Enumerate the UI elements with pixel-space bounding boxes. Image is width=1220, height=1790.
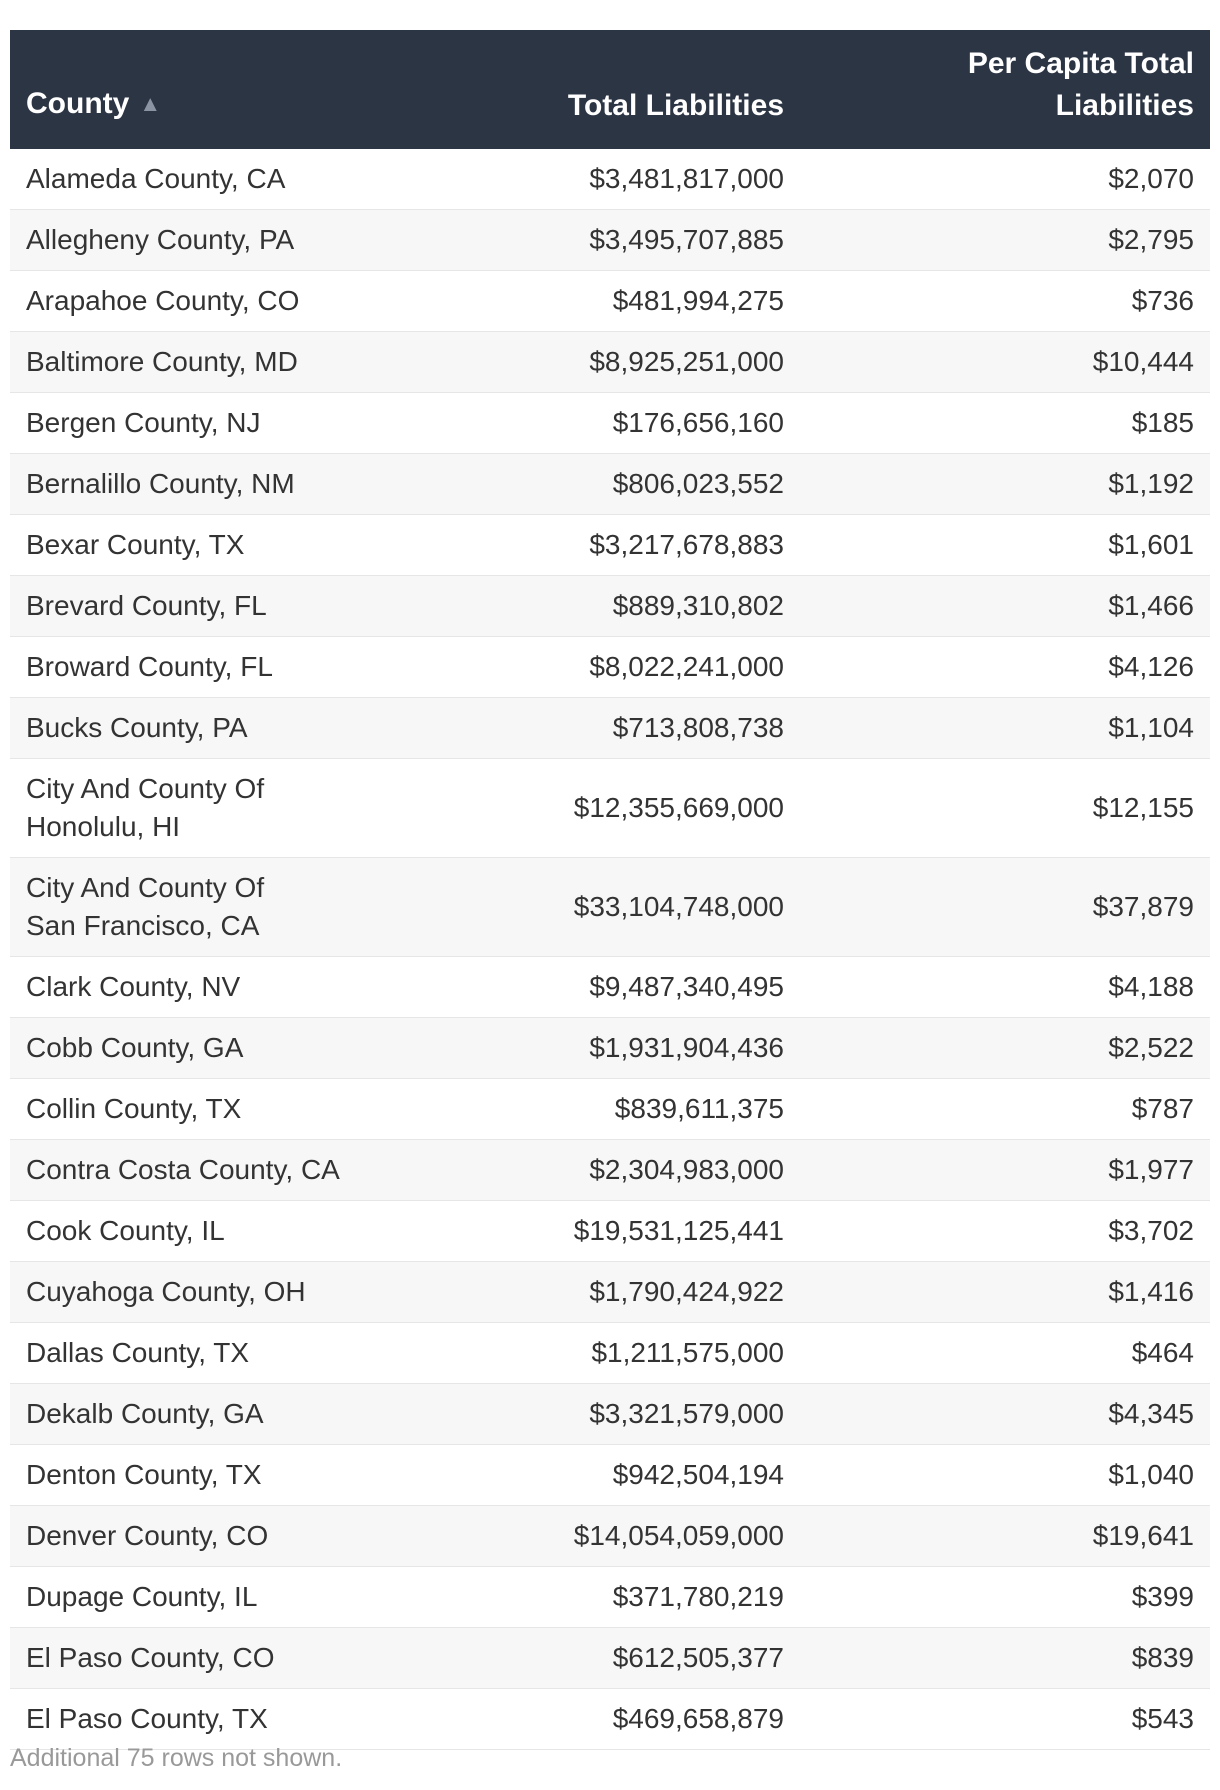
liabilities-table — [10, 30, 1210, 1750]
total-liabilities-cell: $14,054,059,000 — [573, 1520, 784, 1551]
table-row — [10, 1079, 1210, 1140]
column-header-label: County — [26, 87, 130, 120]
per-capita-cell: $787 — [1131, 1093, 1194, 1124]
column-header-county[interactable] — [10, 30, 460, 149]
county-cell: Dupage County, IL — [26, 1581, 258, 1612]
table-row — [10, 454, 1210, 515]
total-liabilities-cell: $9,487,340,495 — [589, 971, 784, 1002]
county-cell: Denver County, CO — [26, 1520, 269, 1551]
county-cell: Collin County, TX — [26, 1093, 242, 1124]
table-row — [10, 1018, 1210, 1079]
per-capita-cell: $10,444 — [1092, 346, 1194, 377]
per-capita-cell: $19,641 — [1092, 1520, 1194, 1551]
column-header-per-capita-total-liabilities[interactable] — [800, 30, 1210, 149]
footnote: Additional 75 rows not shown. — [10, 1744, 343, 1772]
table-row — [10, 393, 1210, 454]
per-capita-cell: $1,416 — [1108, 1276, 1194, 1307]
column-header-label: Per Capita Total Liabilities — [967, 47, 1194, 122]
per-capita-cell: $2,070 — [1108, 163, 1194, 194]
total-liabilities-cell: $481,994,275 — [612, 285, 784, 316]
county-cell: Brevard County, FL — [26, 590, 267, 621]
table-body — [10, 149, 1210, 1750]
table-row — [10, 1323, 1210, 1384]
county-cell: Bergen County, NJ — [26, 407, 261, 438]
county-cell: City And County Of San Francisco, CA — [26, 872, 265, 941]
table-row — [10, 515, 1210, 576]
per-capita-cell: $464 — [1131, 1337, 1194, 1368]
county-cell: Cuyahoga County, OH — [26, 1276, 306, 1307]
total-liabilities-cell: $8,925,251,000 — [589, 346, 784, 377]
county-cell: El Paso County, CO — [26, 1642, 275, 1673]
total-liabilities-cell: $3,495,707,885 — [589, 224, 784, 255]
per-capita-cell: $12,155 — [1092, 792, 1194, 823]
per-capita-cell: $399 — [1131, 1581, 1194, 1612]
table-row — [10, 1567, 1210, 1628]
county-cell: Cobb County, GA — [26, 1032, 244, 1063]
table-row — [10, 332, 1210, 393]
per-capita-cell: $2,522 — [1108, 1032, 1194, 1063]
table-row — [10, 1384, 1210, 1445]
per-capita-cell: $736 — [1131, 285, 1194, 316]
table-row — [10, 271, 1210, 332]
per-capita-cell: $1,192 — [1108, 468, 1194, 499]
column-header-label: Total Liabilities — [567, 89, 784, 122]
per-capita-cell: $185 — [1131, 407, 1194, 438]
table-header-row — [10, 30, 1210, 149]
total-liabilities-cell: $469,658,879 — [612, 1703, 784, 1734]
table-row — [10, 759, 1210, 858]
total-liabilities-cell: $839,611,375 — [614, 1093, 784, 1124]
total-liabilities-cell: $3,217,678,883 — [589, 529, 784, 560]
per-capita-cell: $4,345 — [1108, 1398, 1194, 1429]
county-cell: Bexar County, TX — [26, 529, 245, 560]
per-capita-cell: $2,795 — [1108, 224, 1194, 255]
table-row — [10, 1445, 1210, 1506]
table-row — [10, 1201, 1210, 1262]
table-row — [10, 1140, 1210, 1201]
total-liabilities-cell: $1,211,575,000 — [591, 1337, 784, 1368]
county-cell: Allegheny County, PA — [26, 224, 295, 255]
per-capita-cell: $4,126 — [1108, 651, 1194, 682]
table-row — [10, 1628, 1210, 1689]
liabilities-table-container — [10, 30, 1210, 1750]
per-capita-cell: $1,104 — [1108, 712, 1194, 743]
total-liabilities-cell: $371,780,219 — [612, 1581, 784, 1612]
table-row — [10, 1262, 1210, 1323]
table-row — [10, 698, 1210, 759]
per-capita-cell: $1,977 — [1108, 1154, 1194, 1185]
table-row — [10, 210, 1210, 271]
county-cell: City And County Of Honolulu, HI — [26, 773, 265, 842]
per-capita-cell: $4,188 — [1108, 971, 1194, 1002]
table-row — [10, 1506, 1210, 1567]
per-capita-cell: $3,702 — [1108, 1215, 1194, 1246]
total-liabilities-cell: $3,481,817,000 — [589, 163, 784, 194]
total-liabilities-cell: $1,931,904,436 — [589, 1032, 784, 1063]
table-row — [10, 576, 1210, 637]
county-cell: Broward County, FL — [26, 651, 273, 682]
total-liabilities-cell: $19,531,125,441 — [573, 1215, 784, 1246]
county-cell: Dallas County, TX — [26, 1337, 250, 1368]
total-liabilities-cell: $806,023,552 — [612, 468, 784, 499]
total-liabilities-cell: $1,790,424,922 — [589, 1276, 784, 1307]
county-cell: Cook County, IL — [26, 1215, 225, 1246]
county-cell: Arapahoe County, CO — [26, 285, 300, 316]
county-cell: Contra Costa County, CA — [26, 1154, 340, 1185]
total-liabilities-cell: $713,808,738 — [612, 712, 784, 743]
table-row — [10, 149, 1210, 210]
per-capita-cell: $839 — [1131, 1642, 1194, 1673]
total-liabilities-cell: $612,505,377 — [612, 1642, 784, 1673]
total-liabilities-cell: $942,504,194 — [612, 1459, 784, 1490]
total-liabilities-cell: $176,656,160 — [612, 407, 784, 438]
per-capita-cell: $1,040 — [1108, 1459, 1194, 1490]
county-cell: Baltimore County, MD — [26, 346, 298, 377]
per-capita-cell: $37,879 — [1092, 891, 1194, 922]
county-cell: Bernalillo County, NM — [26, 468, 295, 499]
table-row — [10, 637, 1210, 698]
table-row — [10, 957, 1210, 1018]
per-capita-cell: $1,466 — [1108, 590, 1194, 621]
table-row — [10, 1689, 1210, 1750]
total-liabilities-cell: $8,022,241,000 — [589, 651, 784, 682]
per-capita-cell: $543 — [1131, 1703, 1194, 1734]
total-liabilities-cell: $3,321,579,000 — [589, 1398, 784, 1429]
per-capita-cell: $1,601 — [1108, 529, 1194, 560]
sort-ascending-icon[interactable]: ▲ — [139, 91, 162, 116]
county-cell: Bucks County, PA — [26, 712, 248, 743]
county-cell: Dekalb County, GA — [26, 1398, 264, 1429]
county-cell: Alameda County, CA — [26, 163, 286, 194]
county-cell: Denton County, TX — [26, 1459, 262, 1490]
county-cell: Clark County, NV — [26, 971, 241, 1002]
table-row — [10, 858, 1210, 957]
total-liabilities-cell: $889,310,802 — [612, 590, 784, 621]
total-liabilities-cell: $33,104,748,000 — [573, 891, 784, 922]
total-liabilities-cell: $12,355,669,000 — [573, 792, 784, 823]
column-header-total-liabilities[interactable] — [460, 30, 800, 149]
total-liabilities-cell: $2,304,983,000 — [589, 1154, 784, 1185]
county-cell: El Paso County, TX — [26, 1703, 268, 1734]
